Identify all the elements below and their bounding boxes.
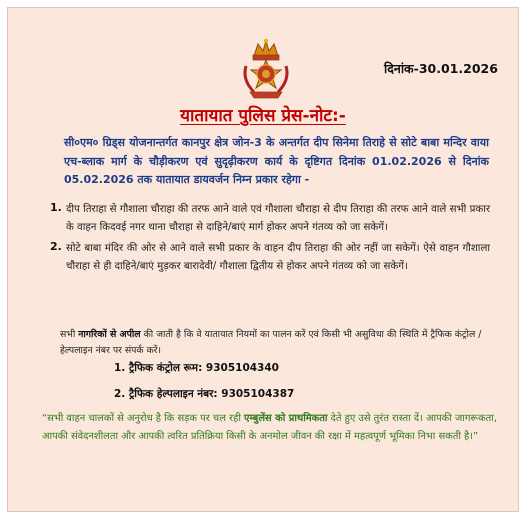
diversion-item-text: दीप तिराहा से गौशाला चौराहा की तरफ आने वाले एवं गौशाला चौराहा से दीप तिराहा की तरफ आने वाले सभी प्रकार के वाहन किदवई नगर थाना चौराहा से दाहिने/बाएं मार्ग होकर अपने गंतव्य को जा सकेगें। — [66, 204, 490, 233]
intro-paragraph: सी०एम० ग्रिड्स योजनान्तर्गत कानपुर क्षेत्र जोन-3 के अन्तर्गत दीप सिनेमा तिराहे से सोटे बाबा मन्दिर वाया एच-ब्लाक मार्ग के चौड़ीकरण एवं सुदृढ़ीकरण कार्य के दृष्टिगत दिनांक 01.02.2026 से दिनांक 05.02.2026 तक यातायात डायवर्जन निम्न प्रकार रहेगा - — [64, 136, 489, 186]
quote-bold: एम्बुलेंस को प्राथमिकता — [244, 413, 328, 424]
press-note-page — [7, 7, 519, 512]
ambulance-priority-quote — [42, 410, 512, 446]
press-note-title-text: यातायात पुलिस प्रेस-नोट:- — [180, 106, 346, 126]
appeal-post: की जाती है कि वे यातायात नियमों का पालन करें एवं किसी भी असुविधा की स्थिति में ट्रैफिक कंट्रोल / हेल्पलाइन नंबर पर संपर्क करें। — [60, 329, 482, 356]
diversion-item-text: सोटे बाबा मंदिर की ओर से आने वाले सभी प्रकार के वाहन दीप तिराहा की ओर नहीं जा सकेगें। ऐसे वाहन गौशाला चौराहा से ही दाहिने/बाएं मुड़कर बारादेवी/ गौशाला द्वितीय से होकर अपने गंतव्य को जा सकेगें। — [66, 243, 490, 272]
diversion-item-number: 1. — [50, 201, 62, 214]
appeal-bold: नागरिकों से अपील — [78, 329, 141, 340]
appeal-pre: सभी — [60, 329, 79, 340]
press-note-date: दिनांक-30.01.2026 — [384, 61, 498, 76]
diversion-item — [38, 201, 490, 236]
diversion-list — [38, 201, 490, 279]
quote-pre: “सभी वाहन चालकों से अनुरोध है कि सड़क पर चल रही — [42, 413, 245, 424]
diversion-item — [38, 240, 490, 275]
diversion-item-number: 2. — [50, 240, 62, 253]
traffic-control-room-contact: 1. ट्रैफिक कंट्रोल रूम: 9305104340 — [114, 362, 279, 374]
citizen-appeal — [60, 327, 492, 359]
press-note-title — [8, 103, 518, 126]
traffic-helpline-contact: 2. ट्रैफिक हेल्पलाइन नंबर: 9305104387 — [114, 388, 295, 400]
up-police-emblem-icon — [236, 36, 296, 102]
quote-post: देते हुए उसे तुरंत रास्ता दें। आपकी जागरूकता, आपकी संवेदनशीलता और आपकी त्वरित प्रतिक्रिया किसी के अनमोल जीवन की रक्षा में महत्वपूर्ण भूमिका निभा सकती है।” — [42, 413, 497, 442]
